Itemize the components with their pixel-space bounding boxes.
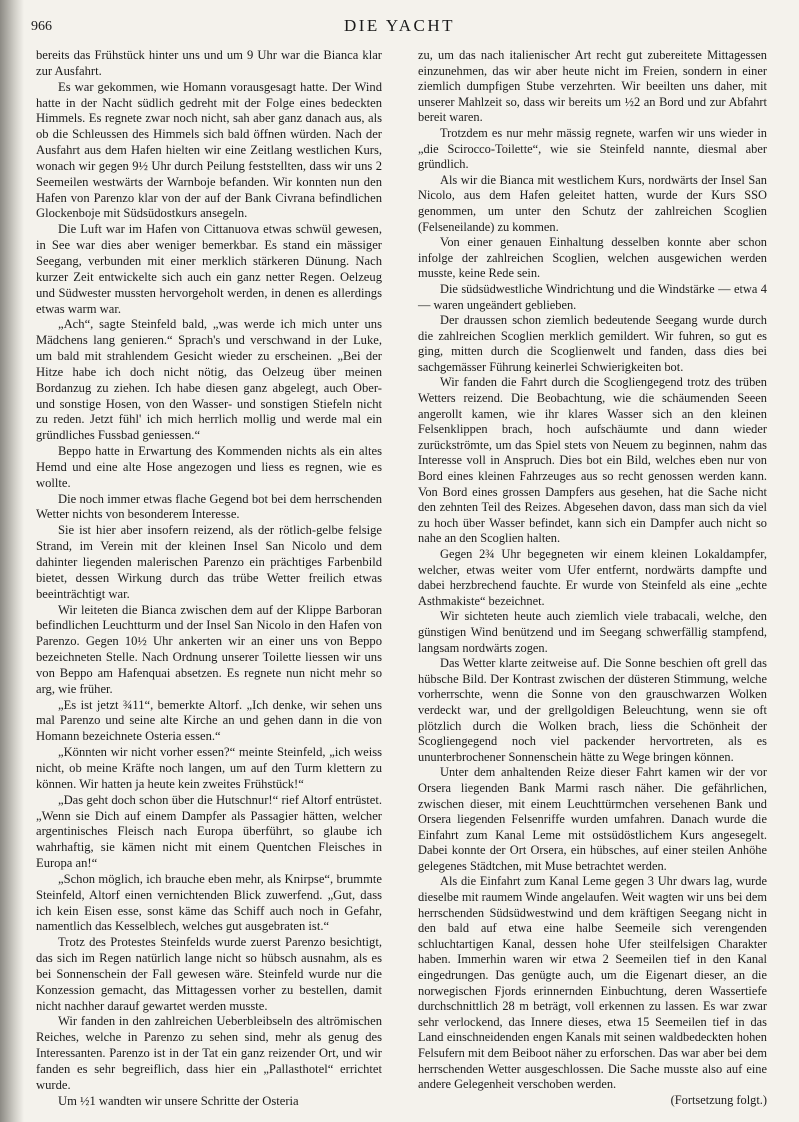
paragraph: „Ach“, sagte Steinfeld bald, „was werde ich mich unter uns Mädchens lang genieren.“ Sprach's und verschwand in der Luke, um bald mit strahlendem Gesicht wieder zu erscheinen. „Bei der Hitze habe ich doch nicht nötig, das Oelzeug über meinen Bordanzug zu ziehen. Ich habe diesen ganz abgelegt, auch Ober- und sonstige Hosen, von den Wasser- und sonstigen Stiefeln nicht zu reden. Jetzt fühl' ich mich herrlich mollig und werde mal ein gründliches Fussbad geniessen.“	[36, 317, 382, 443]
paragraph: Die südsüdwestliche Windrichtung und die Windstärke — etwa 4 — waren ungeändert geblieben.	[418, 281, 767, 312]
paragraph: Die Luft war im Hafen von Cittanuova etwas schwül gewesen, in See war dies aber weniger bemerkbar. Es stand ein mässiger Seegang, verbunden mit einer merklich stärkeren Dünung. Nach kurzer Zeit entwickelte sich auch ein ganz netter Regen. Oelzeug und Südwester mussten hervorgeholt werden, in denen es allerdings etwas warm war.	[36, 222, 382, 316]
paragraph: Sie ist hier aber insofern reizend, als der rötlich-gelbe felsige Strand, im Verein mit der kleinen Insel San Nicolo und dem dahinter liegenden malerischen Parenzo ein prächtiges Farbenbild bietet, dessen Wirkung durch das trübe Wetter freilich etwas beeinträchtigt war.	[36, 523, 382, 601]
paragraph: Von einer genauen Einhaltung desselben konnte aber schon infolge der zahlreichen Scoglien, welchen ausgewichen werden musste, keine Rede sein.	[418, 235, 767, 281]
page-spine-shadow	[0, 0, 24, 1122]
paragraph: Das Wetter klarte zeitweise auf. Die Sonne beschien oft grell das hübsche Bild. Der Kontrast zwischen der düsteren Stimmung, welche vorherrschte, wenn die Sonne von den grauschwarzen Wolken verdeckt war, und der grellgoldigen Beleuchtung, wenn sie oft plötzlich durch die Wolken brach, liess die Schönheit der Scogliengegend noch viel packender hervortreten, als es ununterbrochener Sonnenschein hätte zu Wege bringen können.	[418, 656, 767, 764]
paragraph: Wir fanden in den zahlreichen Ueberbleibseln des altrömischen Reiches, welche in Parenzo zu sehen sind, mehr als genug des Interessanten. Parenzo ist in der Tat ein ganz reizender Ort, und wir fanden es sehr begreiflich, dass hier ein „Pallasthotel“ errichtet wurde.	[36, 1014, 382, 1092]
text-column-left	[36, 48, 382, 1110]
paragraph: Der draussen schon ziemlich bedeutende Seegang wurde durch die zahlreichen Scoglien merklich gemildert. Wir fuhren, so gut es ging, mitten durch die Scoglienwelt und fanden, dass dies bei sachgemässer Führung keinerlei Schwierigkeiten bot.	[418, 313, 767, 374]
paragraph: Unter dem anhaltenden Reize dieser Fahrt kamen wir der vor Orsera liegenden Bank Marmi rasch näher. Die gefährlichen, zwischen dieser, mit einem Leuchttürmchen versehenen Bank und Orsera liegenden Felsenriffe wurden umfahren. Danach wurde die Einfahrt zum Kanal Leme mit ostsüdöstlichem Kurs angesegelt. Dabei konnte der Ort Orsera, ein hübsches, auf einer steilen Anhöhe gelegenes Städtchen, mit Muse betrachtet werden.	[418, 765, 767, 873]
paragraph: Um ½1 wandten wir unsere Schritte der Osteria	[58, 1093, 299, 1108]
paragraph: bereits das Frühstück hinter uns und um 9 Uhr war die Bianca klar zur Ausfahrt.	[36, 48, 382, 78]
text-column-right	[418, 48, 767, 1108]
paragraph: Die noch immer etwas flache Gegend bot bei dem herrschenden Wetter nichts von besonderem Interesse.	[36, 491, 382, 522]
paragraph: Es war gekommen, wie Homann vorausgesagt hatte. Der Wind hatte in der Nacht südlich gedreht mit der Folge eines bedeckten Himmels. Es regnete zwar noch nicht, sah aber ganz danach aus, als ob die Schleussen des Himmels sich bald öffnen würden. Nach der Ausfahrt aus dem Hafen hielten wir eine Zeitlang westlichen Kurs, wonach wir gegen 9½ Uhr durch Peilung feststellten, dass wir uns 2 Seemeilen westwärts der Warnboje befanden. Wir konnten nun den Hafen von Parenzo klar von der auf der Bank Civrana befindlichen Glockenboje mit Südsüdostkurs ansegeln.	[36, 79, 382, 221]
paragraph: zu, um das nach italienischer Art recht gut zubereitete Mittagessen einzunehmen, das wir aber heute nicht im Freien, sondern in einer ziemlich dumpfigen Stube verzehrten. Wir beeilten uns daher, mit unserer Mahlzeit so, dass wir bereits um ½2 an Bord und zur Abfahrt bereit waren.	[418, 48, 767, 125]
paragraph: Als wir die Bianca mit westlichem Kurs, nordwärts der Insel San Nicolo, aus dem Hafen geleitet hatten, wurde der Kurs SSO genommen, um unter den Schutz der zahlreichen Scoglien (Felseneilande) zu kommen.	[418, 172, 767, 234]
paragraph: „Das geht doch schon über die Hutschnur!“ rief Altorf entrüstet. „Wenn sie Dich auf einem Dampfer als Passagier hätten, welcher argentinisches Fleisch nach Europa überführt, so glaube ich wahrhaftig, sie kämen nicht mit einem Quentchen Fleisches in Europa an!“	[36, 792, 382, 871]
paragraph: Wir fanden die Fahrt durch die Scogliengegend trotz des trüben Wetters reizend. Die Beobachtung, wie die schäumenden Seeen angerollt kamen, wie ihr klares Wasser sich an den kleinen Felsenklippen brach, hoch aufschäumte und dann wieder zurückströmte, um das Spiel stets von Neuem zu beginnen, nahm das Interesse voll in Anspruch. Dies bot ein Bild, welches eben nur von Bord eines kleinen Fahrzeuges aus so recht genossen werden kann. Von Bord eines grossen Dampfers aus gesehen, hat die Sache nicht den zehnten Teil des Reizes. Abgesehen davon, dass man sich da viel zu hoch über Wasser befindet, kann sich ein Dampfer auch nicht so nahe an den Scoglien halten.	[418, 375, 767, 546]
page-number: 966	[31, 19, 52, 34]
paragraph: Gegen 2¾ Uhr begegneten wir einem kleinen Lokaldampfer, welcher, etwas weiter vom Ufer entfernt, nordwärts dampfte und dabei herzbrechend fauchte. Er wurde von Steinfeld als eine „echte Asthmakiste“ bezeichnet.	[418, 547, 767, 608]
paragraph: Trotzdem es nur mehr mässig regnete, warfen wir uns wieder in „die Scirocco-Toilette“, wie sie Steinfeld nannte, diesmal aber gründlich.	[418, 125, 767, 172]
paragraph: Trotz des Protestes Steinfelds wurde zuerst Parenzo besichtigt, das sich im Regen natürlich lange nicht so hübsch ausnahm, als es bei Sonnenschein der Fall gewesen wäre. Steinfeld wurde nur die Konzession gemacht, das Mittagessen vorher zu bestellen, damit nicht nachher darauf gewartet werden musste.	[36, 935, 382, 1013]
paragraph: „Könnten wir nicht vorher essen?“ meinte Steinfeld, „ich weiss nicht, ob meine Kräfte noch langen, um auf den Turm klettern zu können. Wir hatten ja heute kein zweites Frühstück!“	[36, 745, 382, 791]
paragraph: Beppo hatte in Erwartung des Kommenden nichts als ein altes Hemd und eine alte Hose angezogen und liess es regnen, wie es wollte.	[36, 444, 382, 490]
paragraph: Wir sichteten heute auch ziemlich viele trabacali, welche, den günstigen Wind benützend und im Seegang schwerfällig stampfend, langsam nordwärts zogen.	[418, 609, 767, 655]
page-title: DIE YACHT	[343, 16, 456, 35]
continuation-note: (Fortsetzung folgt.)	[670, 1092, 767, 1107]
paragraph: „Es ist jetzt ¾11“, bemerkte Altorf. „Ich denke, wir sehen uns mal Parenzo und seine alte Kirche an und gehen dann in die von Homann bezeichnete Osteria essen.“	[36, 697, 382, 744]
paragraph: „Schon möglich, ich brauche eben mehr, als Knirpse“, brummte Steinfeld, Altorf einen vernichtenden Blick zuwerfend. „Gut, dass ich kein Eisen esse, sonst käme das Schiff auch noch in Gefahr, namentlich das Kesselblech, welches gut ausgebraten ist.“	[36, 871, 382, 934]
paragraph: Wir leiteten die Bianca zwischen dem auf der Klippe Barboran befindlichen Leuchtturm und der Insel San Nicolo in den Hafen von Parenzo. Gegen 10½ Uhr ankerten wir an einer uns von Beppo bezeichneten Stelle. Nach Ordnung unserer Toilette liessen wir uns von Beppo am Hafenquai absetzen. Es regnete nun nicht mehr so arg, wie früher.	[36, 602, 382, 696]
paragraph: Als die Einfahrt zum Kanal Leme gegen 3 Uhr dwars lag, wurde dieselbe mit raumem Winde angelaufen. Weit wagten wir uns bei dem herrschenden Südsüdwestwind und dem kräftigen Seegang nicht in den bald auf etwa eine halbe Seemeile sich verengenden schluchtartigen Kanal, dessen hohe Ufer steilfelsigen Charakter haben. Immerhin waren wir etwa 2 Seemeilen tief in den Kanal eingedrungen. Das genügte auch, um die Eigenart dieser, an die norwegischen Fjords erinnernden Einbuchtung, deren Wassertiefe durchschnittlich 28 m beträgt, voll erkennen zu lassen. Es war zwar sehr verlockend, das Innere dieses, etwa 15 Seemeilen tief in das Land einschneidenden engen Kanals mit seinen waldbedeckten hohen Felsufern mit dem Beiboot näher zu erforschen. Das war aber bei dem herrschenden Wetter ausgeschlossen. Die Sache musste also auf eine andere Gelegenheit verschoben werden.	[418, 874, 767, 1092]
